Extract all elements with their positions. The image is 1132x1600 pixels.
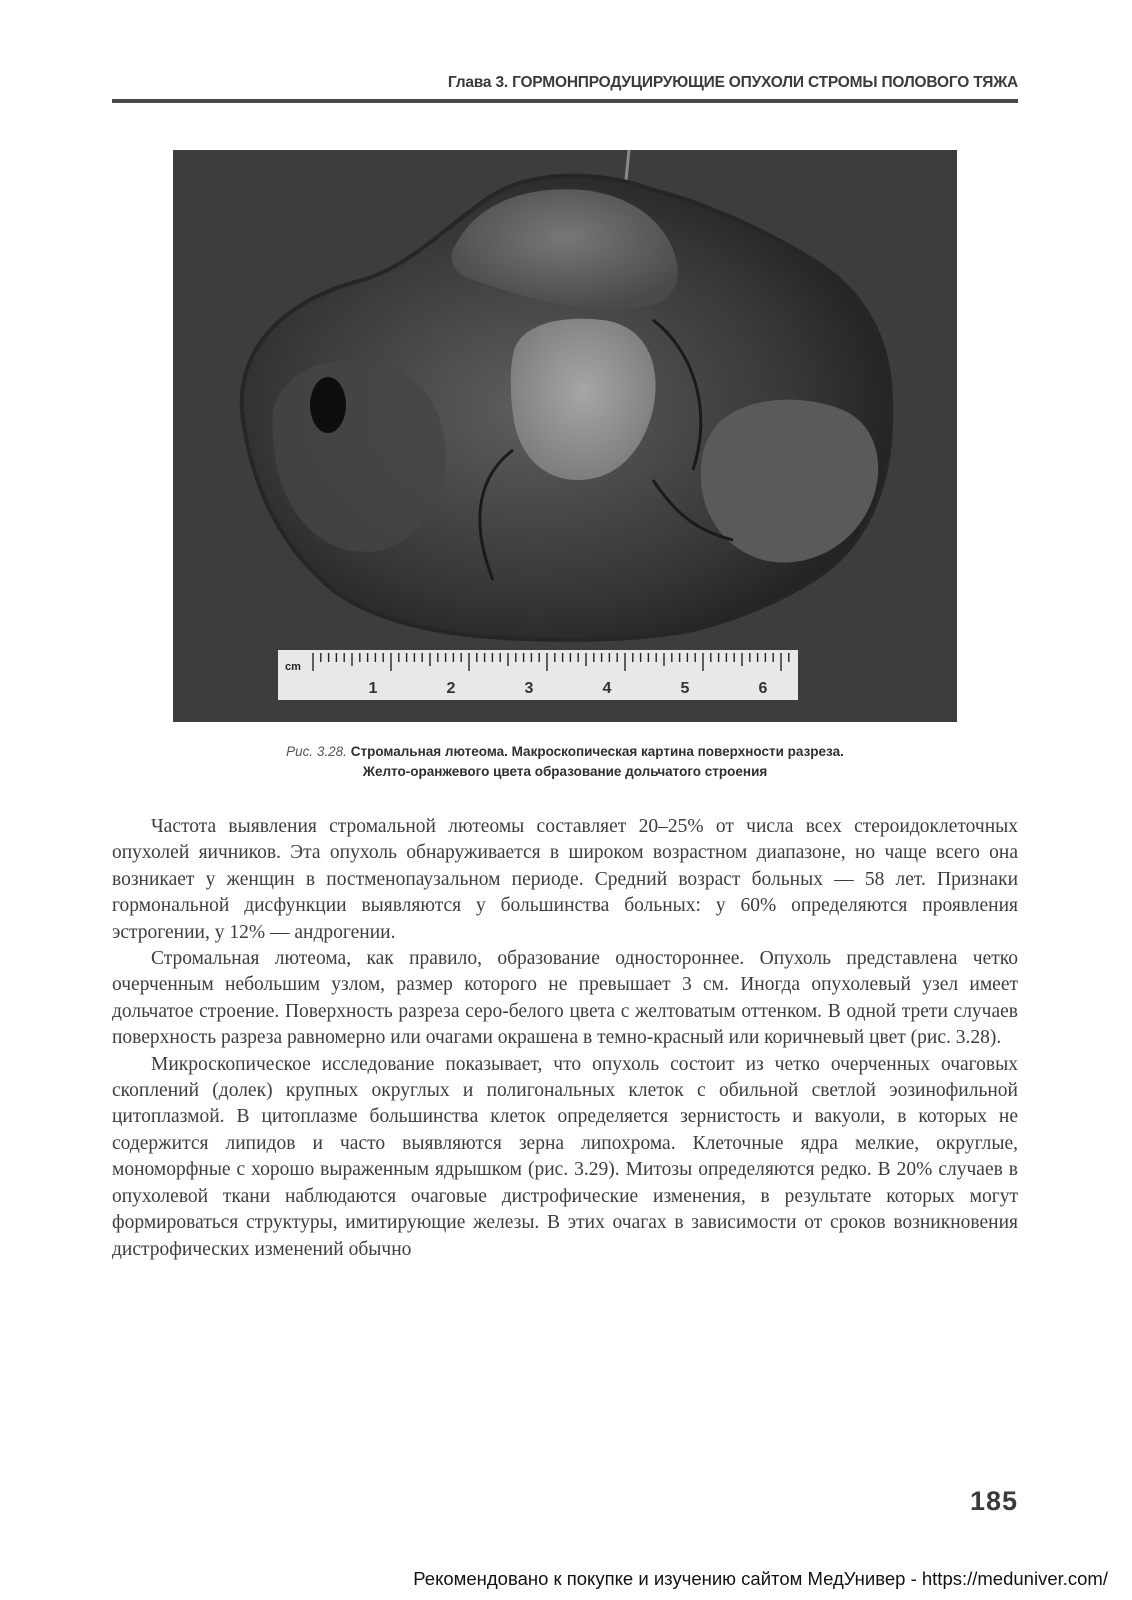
ruler-unit: cm: [285, 661, 301, 673]
paragraph-2: Стромальная лютеома, как правило, образование одностороннее. Опухоль представлена четко очерченным небольшим узлом, размер которого не превышает 3 см. Иногда опухолевый узел имеет дольчатое строение. Поверхность разреза серо-белого цвета с желтоватым оттенком. В одной трети случаев поверхность разреза равномерно или очагами окрашена в темно-красный или коричневый цвет (рис. 3.28).: [112, 948, 1018, 1049]
caption-title: Стромальная лютеома. Макроскопическая картина поверхности разреза.: [350, 744, 844, 759]
footer-recommendation: Рекомендовано к покупке и изучению сайтом МедУнивер - https://meduniver.com/: [413, 1568, 1108, 1589]
figure-caption: [112, 742, 1018, 782]
ruler-number: 5: [680, 680, 690, 697]
ruler-number: 4: [602, 680, 612, 697]
measuring-ruler: [278, 650, 798, 700]
figure-label: Рис. 3.28.: [286, 744, 347, 759]
ruler-number: 3: [524, 680, 534, 697]
caption-line-2: Желто-оранжевого цвета образование дольчатого строения: [362, 764, 768, 779]
ruler-number: 1: [368, 680, 378, 697]
caption-line-1: [112, 742, 1018, 762]
paragraph-1: Частота выявления стромальной лютеомы составляет 20–25% от числа всех стероидоклеточных опухолей яичников. Эта опухоль обнаруживается в широком возрастном диапазоне, но чаще всего она возникает у женщин в постменопаузальном периоде. Средний возраст больных — 58 лет. Признаки гормональной дисфункции выявляются у большинства больных: у 60% определяются проявления эстрогении, у 12% — андрогении.: [112, 816, 1018, 943]
ruler-number: 2: [446, 680, 456, 697]
header-rule: [112, 99, 1018, 103]
page-number: 185: [969, 1486, 1018, 1516]
paragraph-3: Микроскопическое исследование показывает, что опухоль состоит из четко очерченных очаговых скоплений (долек) крупных округлых и полигональных клеток с обильной светлой эозинофильной цитоплазмой. В цитоплазме большинства клеток определяется зернистость и вакуоли, в которых не содержится липидов и часто выявляются зерна липохрома. Клеточные ядра мелкие, округлые, мономорфные с хорошо выраженным ядрышком (рис. 3.29). Митозы определяются редко. В 20% случаев в опухолевой ткани наблюдаются очаговые дистрофические изменения, в результате которых могут формироваться структуры, имитирующие железы. В этих очагах в зависимости от сроков возникновения дистрофических изменений обычно: [112, 1053, 1018, 1260]
specimen-photo: [173, 150, 957, 722]
ruler-number: 6: [758, 680, 768, 697]
body-text: [112, 814, 1018, 1263]
specimen-illustration: [173, 150, 957, 722]
running-header: Глава 3. ГОРМОНПРОДУЦИРУЮЩИЕ ОПУХОЛИ СТРОМЫ ПОЛОВОГО ТЯЖА: [447, 74, 1018, 91]
